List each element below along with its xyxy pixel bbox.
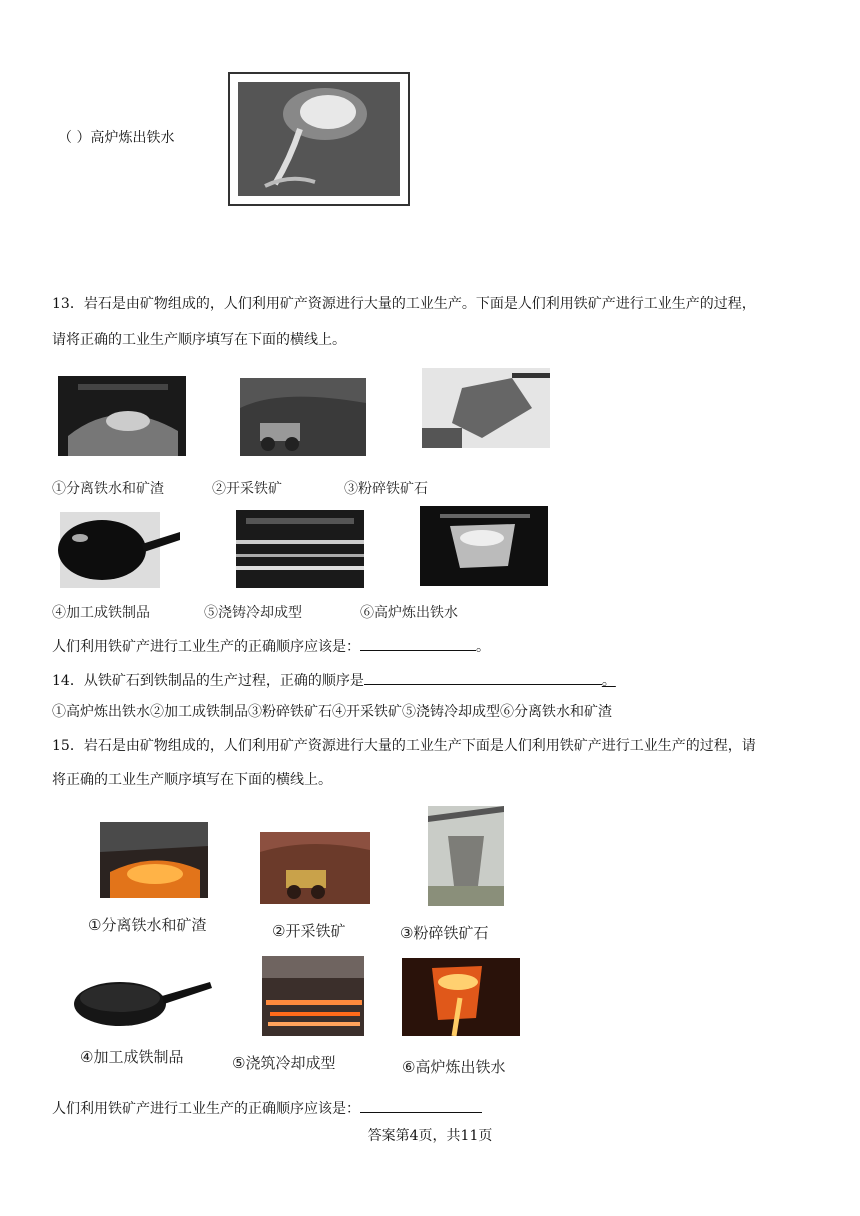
q15-stem-line2: 将正确的工业生产顺序填写在下面的横线上。 xyxy=(52,772,332,788)
q14-stem xyxy=(52,670,616,691)
answer-paren: （ ） xyxy=(58,130,91,146)
answer-blank[interactable] xyxy=(360,1098,482,1113)
q15-furnace-photo xyxy=(402,958,520,1036)
q15-caption-2: ②开采铁矿 xyxy=(272,922,346,940)
q15-stem-line1: 15．岩石是由矿物组成的，人们利用矿产资源进行大量的工业生产下面是人们利用铁矿产进行工业生产的过程，请 xyxy=(52,738,756,754)
q15-casting-photo xyxy=(262,956,364,1036)
q13-caption-5: ⑤浇铸冷却成型 xyxy=(204,605,302,621)
q13-caption-4: ④加工成铁制品 xyxy=(52,605,150,621)
page-footer: 答案第4页，共11页 xyxy=(367,1128,493,1144)
q13-furnace-photo xyxy=(420,506,548,586)
q15-caption-3: ③粉碎铁矿石 xyxy=(400,924,489,942)
q15-mining-photo xyxy=(260,832,370,904)
q13-stem-line2: 请将正确的工业生产顺序填写在下面的横线上。 xyxy=(52,332,346,348)
item-label: 高炉炼出铁水 xyxy=(90,130,175,146)
answer-blank[interactable] xyxy=(364,670,602,685)
q13-caption-6: ⑥高炉炼出铁水 xyxy=(360,605,458,621)
q13-caption-3: ③粉碎铁矿石 xyxy=(344,481,428,497)
q15-caption-6: ⑥高炉炼出铁水 xyxy=(402,1058,506,1076)
q13-iron-pan-photo xyxy=(52,510,184,590)
q15-iron-pan-photo xyxy=(70,968,214,1032)
q13-slag-separation-photo xyxy=(58,376,186,456)
q14-options: ①高炉炼出铁水②加工成铁制品③粉碎铁矿石④开采铁矿⑤浇铸冷却成型⑥分离铁水和矿渣 xyxy=(52,704,612,720)
q13-casting-photo xyxy=(236,510,364,588)
q13-stem-line1: 13．岩石是由矿物组成的，人们利用矿产资源进行大量的工业生产。下面是人们利用铁矿产进行工业生产的过程， xyxy=(52,296,756,312)
answer-prefix: 人们利用铁矿产进行工业生产的正确顺序应该是： xyxy=(52,1101,360,1117)
answer-blank[interactable] xyxy=(360,636,476,651)
answer-suffix: 。 xyxy=(476,639,490,655)
q15-crusher-photo xyxy=(428,806,504,906)
q14-stem-suffix: 。 xyxy=(601,673,616,689)
q13-crusher-photo xyxy=(422,368,550,448)
q13-mining-photo xyxy=(240,378,366,456)
q15-caption-5: ⑤浇筑冷却成型 xyxy=(232,1054,336,1072)
answer-prefix: 人们利用铁矿产进行工业生产的正确顺序应该是： xyxy=(52,639,360,655)
q13-caption-2: ②开采铁矿 xyxy=(212,481,282,497)
q15-slag-separation-photo xyxy=(100,822,208,898)
q15-caption-1: ①分离铁水和矿渣 xyxy=(88,916,207,934)
q14-stem-text: 14．从铁矿石到铁制品的生产过程，正确的顺序是 xyxy=(52,673,364,689)
molten-iron-photo xyxy=(228,72,410,206)
q12-item xyxy=(58,128,174,148)
q13-answer-line xyxy=(52,636,490,657)
q15-answer-line xyxy=(52,1098,482,1119)
q15-caption-4: ④加工成铁制品 xyxy=(80,1048,184,1066)
q13-caption-1: ①分离铁水和矿渣 xyxy=(52,481,164,497)
